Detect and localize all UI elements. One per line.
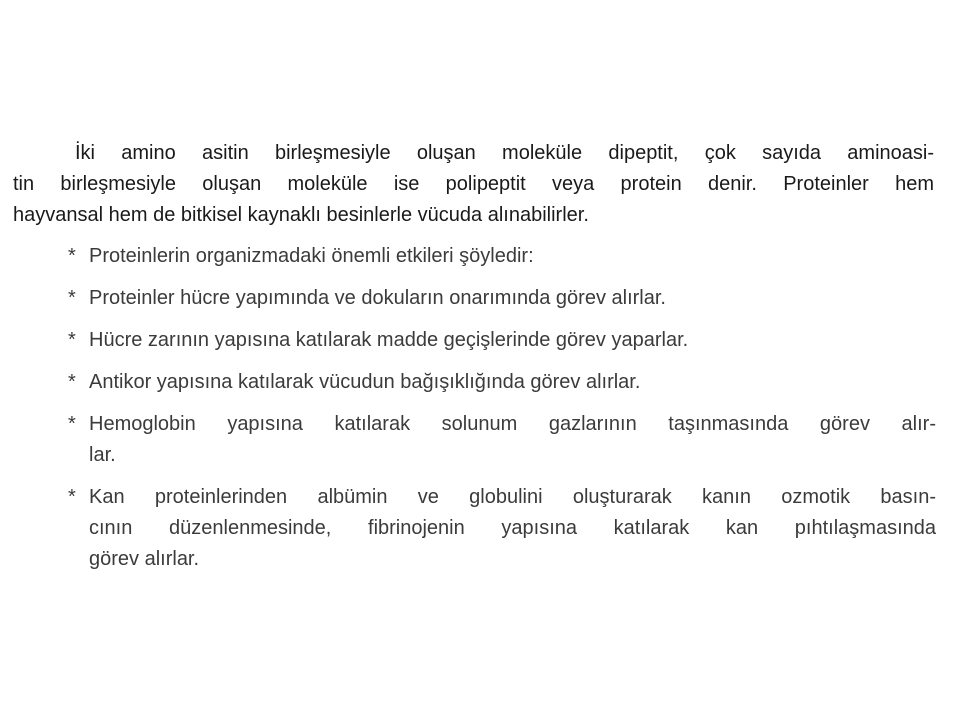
intro-paragraph xyxy=(13,138,934,231)
list-item-text: Proteinlerin organizmadaki önemli etkileri şöyledir: xyxy=(89,245,534,267)
asterisk-bullet: * xyxy=(68,486,76,508)
list-item xyxy=(68,409,936,471)
asterisk-bullet: * xyxy=(68,329,76,351)
list-item-text: cının düzenlenmesinde, fibrinojenin yapısına katılarak kan pıhtılaşmasında xyxy=(89,517,936,539)
list-item xyxy=(68,241,936,272)
paragraph-line: hayvansal hem de bitkisel kaynaklı besinlerle vücuda alınabilirler. xyxy=(13,204,589,226)
asterisk-bullet: * xyxy=(68,245,76,267)
list-item-text: Antikor yapısına katılarak vücudun bağışıklığında görev alırlar. xyxy=(89,371,641,393)
asterisk-bullet: * xyxy=(68,287,76,309)
list-item xyxy=(68,283,936,314)
list-item-text: Proteinler hücre yapımında ve dokuların onarımında görev alırlar. xyxy=(89,287,666,309)
list-item-text: Hücre zarının yapısına katılarak madde geçişlerinde görev yaparlar. xyxy=(89,329,689,351)
asterisk-bullet: * xyxy=(68,371,76,393)
list-item-text: Hemoglobin yapısına katılarak solunum gazlarının taşınmasında görev alır- xyxy=(89,413,936,435)
list-item xyxy=(68,482,936,575)
protein-effects-list xyxy=(68,241,936,586)
list-item xyxy=(68,367,936,398)
list-item-text: görev alırlar. xyxy=(89,548,200,570)
list-item-text: lar. xyxy=(89,444,116,466)
paragraph-line: tin birleşmesiyle oluşan moleküle ise polipeptit veya protein denir. Proteinler hem xyxy=(13,173,934,195)
paragraph-line: İki amino asitin birleşmesiyle oluşan moleküle dipeptit, çok sayıda aminoasi- xyxy=(75,142,934,164)
asterisk-bullet: * xyxy=(68,413,76,435)
list-item xyxy=(68,325,936,356)
list-item-text: Kan proteinlerinden albümin ve globulini oluşturarak kanın ozmotik basın- xyxy=(89,486,936,508)
